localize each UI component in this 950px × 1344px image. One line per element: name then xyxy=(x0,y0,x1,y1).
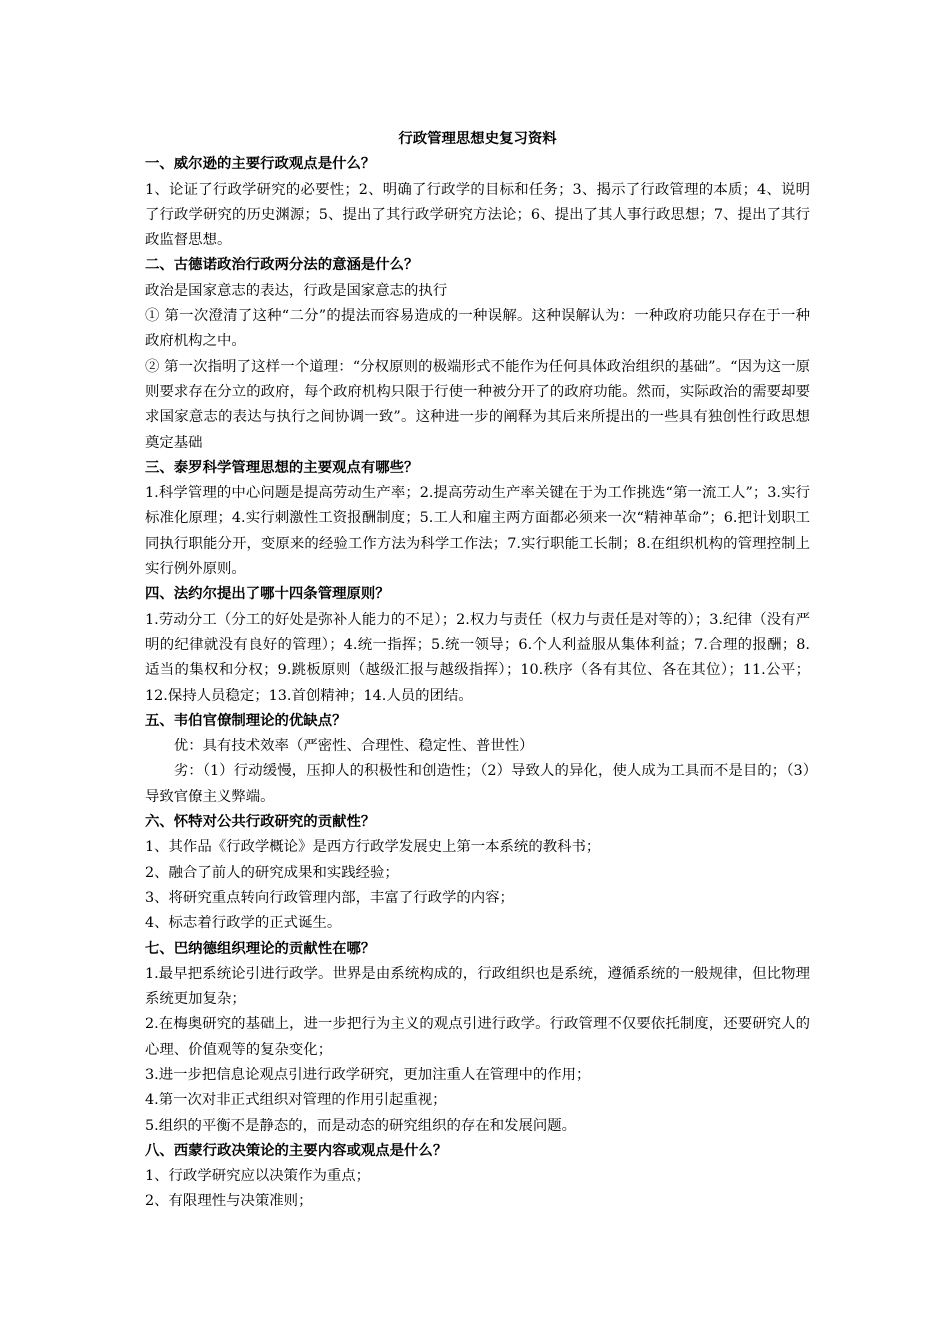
section-heading: 三、泰罗科学管理思想的主要观点有哪些？ xyxy=(145,459,419,476)
section-heading: 五、韦伯官僚制理论的优缺点？ xyxy=(145,712,347,729)
section-heading: 六、怀特对公共行政研究的贡献性？ xyxy=(145,814,376,831)
paragraph: 劣：（1）行动缓慢，压抑人的积极性和创造性；（2）导致人的异化，使人成为工具而不是目的；（3）导致官僚主义弊端。 xyxy=(145,763,810,805)
section-2 xyxy=(145,253,810,455)
section-heading: 一、威尔逊的主要行政观点是什么？ xyxy=(145,156,376,173)
paragraph: 3.进一步把信息论观点引进行政学研究，更加注重人在管理中的作用； xyxy=(145,1066,591,1083)
paragraph: 4.第一次对非正式组织对管理的作用引起重视； xyxy=(145,1092,447,1109)
paragraph: 2.在梅奥研究的基础上，进一步把行为主义的观点引进行政学。行政管理不仅要依托制度，还要研究人的心理、价值观等的复杂变化； xyxy=(145,1016,810,1058)
document-title: 行政管理思想史复习资料 xyxy=(398,131,557,147)
section-7 xyxy=(145,937,810,1139)
paragraph: 1.劳动分工（分工的好处是弥补人能力的不足）；2.权力与责任（权力与责任是对等的）；3.纪律（没有严明的纪律就没有良好的管理）；4.统一指挥；5.统一领导；6.个人利益服从集体利益；7.合理的报酬；8.适当的集权和分权；9.跳板原则（越级汇报与越级指挥）；10.秩序（各有其位、各在其位）；11.公平；12.保持人员稳定；13.首创精神；14.人员的团结。 xyxy=(145,611,810,704)
paragraph: 2、融合了前人的研究成果和实践经验； xyxy=(145,864,399,881)
section-8 xyxy=(145,1139,810,1215)
paragraph: 1、行政学研究应以决策作为重点； xyxy=(145,1168,371,1185)
section-6 xyxy=(145,810,810,936)
paragraph: ② 第一次指明了这样一个道理：“分权原则的极端形式不能作为任何具体政治组织的基础”。“因为这一原则要求存在分立的政府，每个政府机构只限于行使一种被分开了的政府功能。然而，实际政治的需要却要求国家意志的表达与执行之间协调一致”。这种进一步的阐释为其后来所提出的一些具有独创性行政思想奠定基础 xyxy=(145,358,810,451)
section-5 xyxy=(145,709,810,810)
paragraph: 4、标志着行政学的正式诞生。 xyxy=(145,915,342,932)
paragraph: 1.最早把系统论引进行政学。世界是由系统构成的，行政组织也是系统，遵循系统的一般规律，但比物理系统更加复杂； xyxy=(145,965,810,1008)
paragraph: 3、将研究重点转向行政管理内部，丰富了行政学的内容； xyxy=(145,889,514,906)
section-heading: 七、巴纳德组织理论的贡献性在哪？ xyxy=(145,940,376,957)
paragraph: 1、论证了行政学研究的必要性；2、明确了行政学的目标和任务；3、揭示了行政管理的本质；4、说明了行政学研究的历史渊源；5、提出了其行政学研究方法论；6、提出了其人事行政思想；7、提出了其行政监督思想。 xyxy=(145,181,810,249)
section-4 xyxy=(145,582,810,708)
section-1 xyxy=(145,152,810,253)
paragraph: ① 第一次澄清了这种“二分”的提法而容易造成的一种误解。这种误解认为：一种政府功能只存在于一种政府机构之中。 xyxy=(145,308,810,350)
paragraph: 1、其作品《行政学概论》是西方行政学发展史上第一本系统的教科书； xyxy=(145,839,601,856)
paragraph: 5.组织的平衡不是静态的，而是动态的研究组织的存在和发展问题。 xyxy=(145,1117,577,1134)
section-3 xyxy=(145,456,810,582)
paragraph: 优：具有技术效率（严密性、合理性、稳定性、普世性） xyxy=(173,738,534,755)
section-heading: 二、古德诺政治行政两分法的意涵是什么？ xyxy=(145,257,419,274)
paragraph: 1.科学管理的中心问题是提高劳动生产率；2.提高劳动生产率关键在于为工作挑选“第一流工人”；3.实行标准化原理；4.实行刺激性工资报酬制度；5.工人和雇主两方面都必须来一次“精神革命”；6.把计划职工同执行职能分开，变原来的经验工作方法为科学工作法；7.实行职能工长制；8.在组织机构的管理控制上实行例外原则。 xyxy=(145,485,810,578)
paragraph: 政治是国家意志的表达，行政是国家意志的执行 xyxy=(145,282,448,299)
paragraph: 2、有限理性与决策准则； xyxy=(145,1193,313,1210)
section-heading: 八、西蒙行政决策论的主要内容或观点是什么？ xyxy=(145,1142,448,1159)
section-heading: 四、法约尔提出了哪十四条管理原则？ xyxy=(145,586,390,603)
document-page xyxy=(145,127,810,1215)
